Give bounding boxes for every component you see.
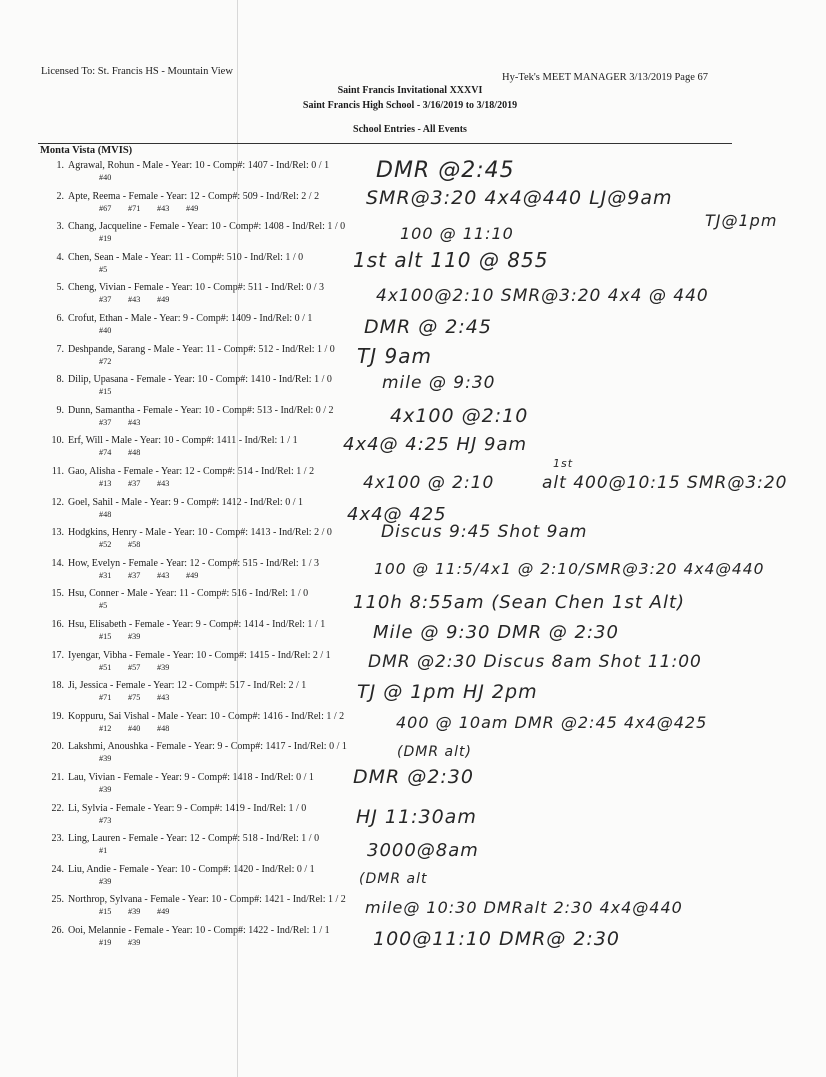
handwritten-note: 4x100 @2:10 [390, 405, 529, 427]
relay-number: #5 [99, 601, 108, 611]
relay-number: #40 [99, 326, 112, 335]
entry-relay-numbers [99, 295, 186, 304]
entry-athlete-info: Dilip, Upasana - Female - Year: 10 - Comp#: 1410 - Ind/Rel: 1 / 0 [68, 374, 332, 386]
entry-athlete-info: Chen, Sean - Male - Year: 11 - Comp#: 510 - Ind/Rel: 1 / 0 [68, 251, 304, 263]
entry-relay-numbers [99, 601, 128, 610]
entry-number: 4. [56, 251, 64, 263]
entry-relay-numbers [99, 540, 157, 549]
entry-number: 16. [51, 619, 64, 630]
relay-number: #39 [128, 938, 141, 947]
entry-relay-numbers [99, 326, 128, 335]
relay-number: #72 [99, 356, 112, 366]
report-title: School Entries - All Events [353, 124, 467, 135]
relay-number: #37 [128, 479, 141, 488]
relay-number: #12 [99, 723, 112, 733]
handwritten-note: DMR @2:30 [353, 766, 474, 788]
entry-relay-numbers [99, 785, 128, 794]
relay-number: #57 [128, 662, 141, 672]
entry-number: 8. [56, 374, 64, 386]
entry-relay-numbers [99, 234, 128, 243]
relay-number: #43 [157, 479, 170, 488]
handwritten-note: TJ 9am [357, 344, 432, 368]
entry-number: 11. [51, 466, 64, 477]
entry-number: 18. [51, 680, 64, 692]
handwritten-note: 100@11:10 DMR@ 2:30 [373, 928, 620, 950]
entry-athlete-info: Deshpande, Sarang - Male - Year: 11 - Comp#: 512 - Ind/Rel: 1 / 0 [68, 343, 335, 355]
entry-athlete-info: Hodgkins, Henry - Male - Year: 10 - Comp#: 1413 - Ind/Rel: 2 / 0 [68, 527, 332, 539]
entry-athlete-info: Chang, Jacqueline - Female - Year: 10 - Comp#: 1408 - Ind/Rel: 1 / 0 [68, 221, 346, 233]
entry-athlete-info: Erf, Will - Male - Year: 10 - Comp#: 1411 - Ind/Rel: 1 / 1 [68, 435, 298, 447]
license-text: Licensed To: St. Francis HS - Mountain View [41, 66, 233, 77]
handwritten-note: 400 @ 10am DMR @2:45 4x4@425 [396, 713, 708, 732]
relay-number: #71 [99, 693, 112, 703]
handwritten-note: DMR @2:45 [376, 158, 515, 183]
relay-number: #13 [99, 479, 112, 488]
entry-number: 2. [56, 190, 64, 202]
handwritten-note: 1st [553, 457, 574, 470]
handwritten-note: 4x100@2:10 SMR@3:20 4x4 @ 440 [376, 286, 709, 306]
relay-number: #75 [128, 693, 141, 703]
entry-number: 6. [56, 313, 64, 324]
entry-relay-numbers [99, 265, 128, 274]
handwritten-note: 4x4@ 425 [347, 504, 447, 525]
entry-athlete-info: Crofut, Ethan - Male - Year: 9 - Comp#: 1409 - Ind/Rel: 0 / 1 [68, 313, 313, 324]
entry-relay-numbers [99, 479, 186, 488]
handwritten-note: 4x4@ 4:25 HJ 9am [343, 434, 528, 455]
relay-number: #43 [157, 570, 170, 580]
entry-athlete-info: Dunn, Samantha - Female - Year: 10 - Comp#: 513 - Ind/Rel: 0 / 2 [68, 404, 334, 416]
relay-number: #49 [157, 295, 170, 305]
entry-athlete-info: Agrawal, Rohun - Male - Year: 10 - Comp#: 1407 - Ind/Rel: 0 / 1 [68, 160, 330, 171]
software-page-info: Hy-Tek's MEET MANAGER 3/13/2019 Page 67 [502, 72, 708, 83]
entry-number: 1. [56, 160, 64, 171]
relay-number: #58 [128, 540, 141, 550]
relay-number: #49 [186, 570, 199, 580]
relay-number: #39 [99, 785, 112, 794]
entry-number: 12. [51, 496, 64, 508]
relay-number: #5 [99, 264, 108, 274]
meet-venue-dates: Saint Francis High School - 3/16/2019 to 3/18/2019 [302, 100, 518, 111]
entry-number: 25. [51, 894, 64, 906]
handwritten-note: 100 @ 11:5/4x1 @ 2:10/SMR@3:20 4x4@440 [374, 560, 765, 578]
school-name: Monta Vista (MVIS) [40, 145, 133, 156]
entry-relay-numbers [99, 816, 128, 825]
entry-athlete-info: Ji, Jessica - Female - Year: 12 - Comp#: 517 - Ind/Rel: 2 / 1 [68, 680, 307, 692]
handwritten-note: mile @ 9:30 [382, 373, 496, 393]
relay-number: #71 [128, 203, 141, 213]
handwritten-note: DMR @ 2:45 [364, 316, 492, 338]
relay-number: #37 [99, 417, 112, 427]
entry-number: 20. [51, 741, 64, 753]
relay-number: #43 [157, 693, 170, 703]
relay-number: #15 [99, 387, 112, 397]
relay-number: #74 [99, 448, 112, 458]
entry-number: 23. [51, 833, 64, 845]
handwritten-note: 110h 8:55am (Sean Chen 1st Alt) [353, 592, 686, 613]
handwritten-note: Discus 9:45 Shot 9am [381, 522, 588, 542]
entry-athlete-info: Liu, Andie - Female - Year: 10 - Comp#: 1420 - Ind/Rel: 0 / 1 [68, 863, 315, 875]
entry-number: 9. [56, 404, 64, 416]
entry-athlete-info: Hsu, Elisabeth - Female - Year: 9 - Comp#: 1414 - Ind/Rel: 1 / 1 [68, 619, 326, 630]
relay-number: #40 [128, 723, 141, 733]
entry-athlete-info: Gao, Alisha - Female - Year: 12 - Comp#: 514 - Ind/Rel: 1 / 2 [68, 466, 315, 477]
entry-number: 26. [51, 925, 64, 936]
entry-relay-numbers [99, 663, 186, 672]
entry-relay-numbers [99, 571, 215, 580]
relay-number: #51 [99, 662, 112, 672]
relay-number: #48 [99, 509, 112, 519]
relay-number: #39 [157, 662, 170, 672]
relay-number: #37 [128, 570, 141, 580]
entry-athlete-info: Ling, Lauren - Female - Year: 12 - Comp#: 518 - Ind/Rel: 1 / 0 [68, 833, 320, 845]
relay-number: #43 [128, 295, 141, 305]
header-divider [38, 143, 732, 144]
handwritten-note: SMR@3:20 4x4@440 LJ@9am [366, 187, 673, 209]
entry-relay-numbers [99, 693, 186, 702]
relay-number: #1 [99, 846, 108, 856]
entry-relay-numbers [99, 907, 186, 916]
handwritten-note: alt 400@10:15 SMR@3:20 [542, 473, 788, 493]
entry-relay-numbers [99, 387, 128, 396]
handwritten-note: 100 @ 11:10 [400, 224, 514, 243]
entry-athlete-info: Lakshmi, Anoushka - Female - Year: 9 - Comp#: 1417 - Ind/Rel: 0 / 1 [68, 741, 347, 753]
entry-athlete-info: Goel, Sahil - Male - Year: 9 - Comp#: 1412 - Ind/Rel: 0 / 1 [68, 496, 303, 508]
entry-athlete-info: Apte, Reema - Female - Year: 12 - Comp#: 509 - Ind/Rel: 2 / 2 [68, 190, 320, 202]
relay-number: #67 [99, 203, 112, 213]
entry-number: 3. [56, 221, 64, 233]
relay-number: #15 [99, 632, 112, 641]
handwritten-note: (DMR alt) [397, 744, 472, 760]
entry-number: 17. [51, 649, 64, 661]
relay-number: #73 [99, 815, 112, 825]
entry-relay-numbers [99, 448, 157, 457]
handwritten-note: 4x100 @ 2:10 [363, 473, 495, 493]
handwritten-note: 1st alt 110 @ 855 [353, 248, 549, 272]
relay-number: #39 [99, 876, 112, 886]
handwritten-note: mile@ 10:30 DMRalt 2:30 4x4@440 [365, 898, 683, 917]
entry-relay-numbers [99, 632, 157, 641]
entry-number: 24. [51, 863, 64, 875]
relay-number: #39 [128, 907, 141, 917]
relay-number: #49 [186, 203, 199, 213]
handwritten-note: TJ @ 1pm HJ 2pm [357, 681, 538, 703]
entry-athlete-info: Northrop, Sylvana - Female - Year: 10 - Comp#: 1421 - Ind/Rel: 1 / 2 [68, 894, 346, 906]
entry-athlete-info: Ooi, Melannie - Female - Year: 10 - Comp#: 1422 - Ind/Rel: 1 / 1 [68, 925, 330, 936]
handwritten-note: DMR @2:30 Discus 8am Shot 11:00 [368, 652, 702, 672]
relay-number: #15 [99, 907, 112, 917]
entry-number: 5. [56, 282, 64, 294]
relay-number: #39 [128, 632, 141, 641]
relay-number: #48 [157, 723, 170, 733]
relay-number: #52 [99, 540, 112, 550]
entry-athlete-info: Iyengar, Vibha - Female - Year: 10 - Comp#: 1415 - Ind/Rel: 2 / 1 [68, 649, 331, 661]
entry-athlete-info: Koppuru, Sai Vishal - Male - Year: 10 - Comp#: 1416 - Ind/Rel: 1 / 2 [68, 710, 345, 722]
entry-number: 10. [51, 435, 64, 447]
entry-number: 21. [51, 772, 64, 783]
entry-relay-numbers [99, 204, 215, 213]
entry-relay-numbers [99, 754, 128, 763]
relay-number: #19 [99, 938, 112, 947]
relay-number: #49 [157, 907, 170, 917]
relay-number: #43 [128, 417, 141, 427]
entry-athlete-info: Lau, Vivian - Female - Year: 9 - Comp#: 1418 - Ind/Rel: 0 / 1 [68, 772, 314, 783]
entry-relay-numbers [99, 846, 128, 855]
handwritten-note: 3000@8am [367, 840, 479, 861]
entry-athlete-info: How, Evelyn - Female - Year: 12 - Comp#: 515 - Ind/Rel: 1 / 3 [68, 557, 319, 569]
relay-number: #19 [99, 234, 112, 244]
handwritten-note: Mile @ 9:30 DMR @ 2:30 [373, 622, 619, 643]
relay-number: #39 [99, 754, 112, 764]
relay-number: #37 [99, 295, 112, 305]
entry-number: 22. [51, 802, 64, 814]
relay-number: #48 [128, 448, 141, 458]
relay-number: #40 [99, 173, 112, 182]
entry-number: 14. [51, 557, 64, 569]
handwritten-note: HJ 11:30am [356, 806, 477, 828]
handwritten-note: (DMR alt [359, 871, 428, 887]
entry-relay-numbers [99, 938, 157, 947]
entry-relay-numbers [99, 724, 186, 733]
entry-number: 13. [51, 527, 64, 539]
relay-number: #31 [99, 570, 112, 580]
entry-relay-numbers [99, 173, 128, 182]
entry-athlete-info: Cheng, Vivian - Female - Year: 10 - Comp#: 511 - Ind/Rel: 0 / 3 [68, 282, 325, 294]
entry-number: 19. [51, 710, 64, 722]
entry-relay-numbers [99, 877, 128, 886]
entry-relay-numbers [99, 510, 128, 519]
entry-athlete-info: Hsu, Conner - Male - Year: 11 - Comp#: 516 - Ind/Rel: 1 / 0 [68, 588, 309, 600]
entry-relay-numbers [99, 418, 157, 427]
entry-number: 15. [51, 588, 64, 600]
relay-number: #43 [157, 203, 170, 213]
handwritten-note: TJ@1pm [705, 211, 778, 230]
meet-title: Saint Francis Invitational XXXVI [337, 85, 483, 96]
entry-athlete-info: Li, Sylvia - Female - Year: 9 - Comp#: 1419 - Ind/Rel: 1 / 0 [68, 802, 307, 814]
entry-relay-numbers [99, 357, 128, 366]
entry-number: 7. [56, 343, 64, 355]
